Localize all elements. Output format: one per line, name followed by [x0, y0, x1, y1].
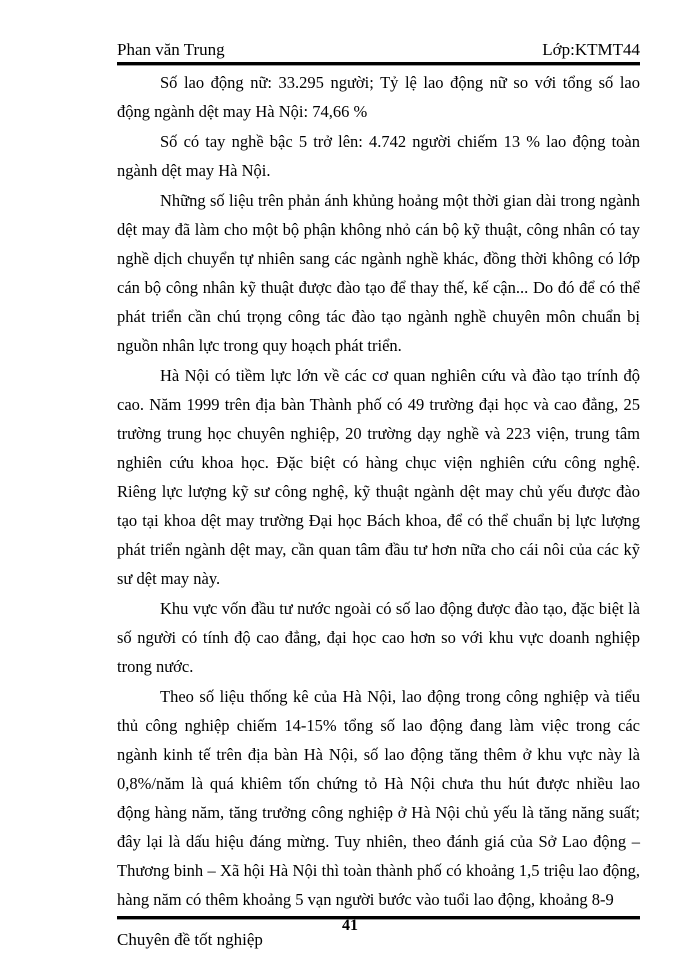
text-line: đây lại là dấu hiệu đáng mừng. Tuy nhiên, theo đánh giá của Sở Lao động – [117, 832, 640, 851]
text-line: trường trung học chuyên nghiệp, 20 trường dạy nghề và 223 viện, trung tâm [117, 424, 640, 443]
footer-title: Chuyên đề tốt nghiệp [117, 930, 263, 949]
text-line: tạo tại khoa dệt may trường Đại học Bách khoa, để có thể chuẩn bị lực lượng [117, 511, 640, 530]
text-line: Những số liệu trên phản ánh khủng hoảng một thời gian dài trong ngành [160, 191, 640, 210]
page-header [117, 40, 640, 60]
header-rule [117, 62, 640, 66]
text-line: Số lao động nữ: 33.295 người; Tỷ lệ lao động nữ so với tổng số lao [160, 73, 640, 92]
paragraph [117, 127, 640, 185]
paragraph [117, 361, 640, 593]
text-line: ngành dệt may Hà Nội. [117, 161, 271, 180]
text-line: động hàng năm, tăng trưởng công nghiệp ở Hà Nội chủ yếu là tăng năng suất; [117, 803, 640, 822]
text-line: cao. Năm 1999 trên địa bàn Thành phố có 49 trường đại học và cao đẳng, 25 [117, 395, 640, 414]
text-line: Riêng lực lượng kỹ sư công nghệ, kỹ thuật ngành dệt may chủ yếu được đào [117, 482, 640, 501]
paragraph [117, 186, 640, 360]
text-line: thủ công nghiệp chiếm 14-15% tổng số lao động đang làm việc trong các [117, 716, 640, 735]
header-class: Lớp:KTMT44 [542, 40, 640, 59]
text-line: nghề dịch chuyển tự nhiên sang các ngành nghề khác, đồng thời không có lớp [117, 249, 640, 268]
text-line: nghiên cứu khoa học. Đặc biệt có hàng chục viện nghiên cứu công nghệ. [117, 453, 640, 472]
paragraph [117, 68, 640, 126]
text-line: Theo số liệu thống kê của Hà Nội, lao động trong công nghiệp và tiểu [160, 687, 640, 706]
text-line: động ngành dệt may Hà Nội: 74,66 % [117, 102, 368, 121]
page-number: 41 [342, 917, 358, 934]
header-author: Phan văn Trung [117, 40, 225, 59]
text-line: số người có tính độ cao đẳng, đại học cao hơn so với khu vực doanh nghiệp [117, 628, 640, 647]
text-line: cán bộ công nhân kỹ thuật được đào tạo để thay thế, kế cận... Do đó để có thể [117, 278, 640, 297]
text-line: Khu vực vốn đầu tư nước ngoài có số lao động được đào tạo, đặc biệt là [160, 599, 640, 618]
text-line: dệt may đã làm cho một bộ phận không nhỏ cán bộ kỹ thuật, công nhân có tay [117, 220, 640, 239]
text-line: trong nước. [117, 657, 194, 676]
text-line: nguồn nhân lực trong quy hoạch phát triển. [117, 336, 402, 355]
text-line: phát triển ngành dệt may, cần quan tâm đầu tư hơn nữa cho cái nôi của các kỹ [117, 540, 640, 559]
text-line: Số có tay nghề bậc 5 trở lên: 4.742 người chiếm 13 % lao động toàn [160, 132, 640, 151]
text-line: ngành kinh tế trên địa bàn Hà Nội, số lao động tăng thêm ở khu vực này là [117, 745, 640, 764]
text-line: 0,8%/năm là quá khiêm tốn chứng tỏ Hà Nội chưa thu hút được nhiều lao [117, 774, 640, 793]
paragraph [117, 594, 640, 681]
text-line: Thương binh – Xã hội Hà Nội thì toàn thành phố có khoảng 1,5 triệu lao động, [117, 861, 640, 880]
text-line: phát triển cần chú trọng công tác đào tạo ngành nghề chuyên môn chuẩn bị [117, 307, 640, 326]
text-line: hàng năm có thêm khoảng 5 vạn người bước vào tuổi lao động, khoảng 8-9 [117, 890, 614, 909]
text-line: Hà Nội có tiềm lực lớn về các cơ quan nghiên cứu và đào tạo trính độ [160, 366, 640, 385]
document-body [117, 68, 640, 915]
paragraph [117, 682, 640, 914]
text-line: sư dệt may này. [117, 569, 221, 588]
